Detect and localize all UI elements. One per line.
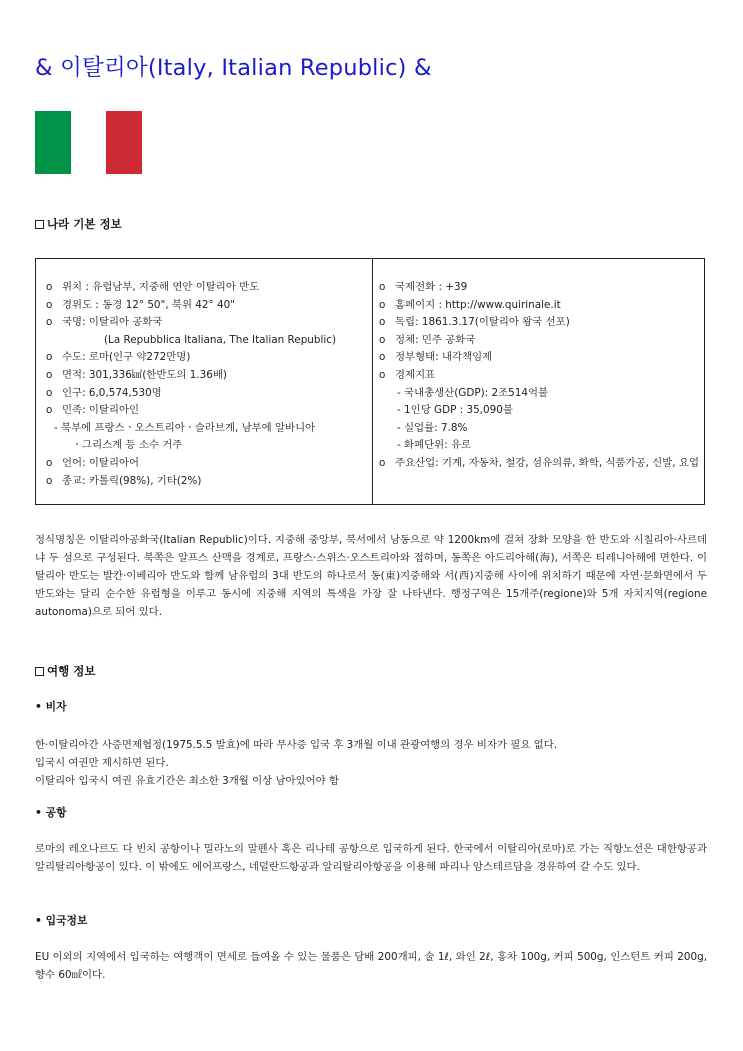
info-row xyxy=(379,437,700,455)
info-row xyxy=(379,349,700,367)
info-row xyxy=(379,402,700,420)
info-column-left xyxy=(36,259,373,504)
section-basic-heading: 나라 기본 정보 xyxy=(35,216,122,232)
info-text: 민족: 이탈리아인 xyxy=(62,404,140,417)
info-row xyxy=(46,402,372,420)
info-row xyxy=(379,367,700,385)
info-text: 경위도 : 동경 12° 50", 북위 42° 40" xyxy=(62,298,236,311)
info-row xyxy=(46,437,372,455)
info-bullet: o xyxy=(46,351,53,364)
info-bullet: o xyxy=(46,386,53,399)
info-bullet: o xyxy=(46,368,53,381)
info-bullet: o xyxy=(46,298,53,311)
info-row xyxy=(46,473,372,491)
info-text: (La Repubblica Italiana, The Italian Republic) xyxy=(104,333,337,346)
info-text: - 국내총생산(GDP): 2조514억불 xyxy=(397,386,549,399)
info-row xyxy=(46,367,372,385)
flag-stripe-green xyxy=(35,111,71,174)
info-row xyxy=(379,455,700,473)
info-row xyxy=(46,385,372,403)
info-text: 홈페이지 : http://www.quirinale.it xyxy=(395,298,561,311)
info-column-right xyxy=(373,259,704,504)
visa-line: 한·이탈리아간 사증면제협정(1975.5.5 발효)에 따라 무사증 입국 후 3개월 이내 관광여행의 경우 비자가 필요 없다. xyxy=(35,739,558,751)
country-summary: 정식명칭은 이탈리아공화국(Italian Republic)이다. 지중해 중앙부, 북서에서 남동으로 약 1200km에 걸쳐 장화 모양을 한 반도와 시칠리아·사르데냐 두 섬으로 구성된다. 북쪽은 알프스 산맥을 경계로, 프랑스·스위스·오스트리아와 접하며, 동쪽은 아드리아해(海), 서쪽은 티레니아해에 면한다. 이탈리아 반도는 발칸·이베리아 반도와 함께 남유럽의 3대 반도의 하나로서 동(東)지중해와 서(西)지중해 사이에 위치하기 때문에 자연·문화면에서 두 반도와는 달리 순수한 유럽형을 이루고 동시에 지중해 지역의 특색을 가장 잘 나타낸다. 행정구역은 15개주(regione)와 5개 자치지역(regione autonoma)으로 되어 있다. xyxy=(35,534,707,618)
info-row xyxy=(379,420,700,438)
info-bullet: o xyxy=(46,316,53,329)
info-bullet: o xyxy=(379,281,386,293)
info-row xyxy=(46,332,372,350)
info-text: 위치 : 유럽남부, 지중해 연안 이탈리아 반도 xyxy=(62,281,260,293)
info-text: 인구: 6,0,574,530명 xyxy=(62,386,162,399)
info-row xyxy=(379,297,700,315)
info-row xyxy=(379,314,700,332)
info-text: 언어: 이탈리아어 xyxy=(62,456,140,469)
visa-line: 입국시 여권만 제시하면 된다. xyxy=(35,757,169,769)
info-row xyxy=(46,314,372,332)
info-text: - 1인당 GDP : 35,090불 xyxy=(397,404,513,417)
visa-line: 이탈리아 입국시 여권 유효기간은 최소한 3개월 이상 남아있어야 함 xyxy=(35,775,340,787)
italy-flag xyxy=(35,111,142,174)
visa-heading: • 비자 xyxy=(35,700,67,713)
square-bullet-icon xyxy=(35,220,44,229)
info-bullet: o xyxy=(46,281,53,293)
info-bullet: o xyxy=(379,351,386,364)
airport-heading: • 공항 xyxy=(35,806,67,819)
info-bullet: o xyxy=(379,368,386,381)
info-text: 정체: 민주 공화국 xyxy=(395,333,476,346)
info-row xyxy=(46,455,372,473)
visa-text xyxy=(35,736,707,790)
entry-heading: • 입국정보 xyxy=(35,914,88,927)
info-bullet: o xyxy=(379,316,386,329)
flag-stripe-white xyxy=(71,111,107,174)
flag-stripe-red xyxy=(106,111,142,174)
info-row xyxy=(379,332,700,350)
info-row xyxy=(46,420,372,438)
square-bullet-icon xyxy=(35,667,44,676)
info-text: 경제지표 xyxy=(395,368,436,381)
info-text: 수도: 로마(인구 약272만명) xyxy=(62,351,191,364)
entry-text: EU 이외의 지역에서 입국하는 여행객이 면세로 들여올 수 있는 물품은 담배 200개피, 술 1ℓ, 와인 2ℓ, 홍차 100g, 커피 500g, 인스턴트 커피 200g, 향수 60㎖이다. xyxy=(35,951,707,981)
info-row xyxy=(46,297,372,315)
info-bullet: o xyxy=(379,456,386,469)
info-text: - 실업률: 7.8% xyxy=(397,421,468,434)
info-bullet: o xyxy=(379,333,386,346)
info-row xyxy=(46,349,372,367)
info-text: ㆍ그리스계 등 소수 거주 xyxy=(72,439,183,452)
airport-text: 로마의 레오나르도 다 빈치 공항이나 밀라노의 말펜사 혹은 리나테 공항으로 입국하게 된다. 한국에서 이탈리아(로마)로 가는 직항노선은 대한항공과 알리탈리아항공이 있다. 이 밖에도 에어프랑스, 네덜란드항공과 알리탈리아항공을 이용해 파리나 암스테르담을 경유하여 갈 수도 있다. xyxy=(35,843,707,873)
info-text: 국제전화 : +39 xyxy=(395,281,468,293)
info-bullet: o xyxy=(46,474,53,487)
info-text: - 북부에 프랑스ㆍ오스트리아ㆍ슬라브계, 남부에 알바니아 xyxy=(54,421,316,434)
page-title: & 이탈리아(Italy, Italian Republic) & xyxy=(35,55,432,81)
info-bullet: o xyxy=(46,404,53,417)
section-travel-heading: 여행 정보 xyxy=(35,663,95,679)
info-row xyxy=(379,385,700,403)
info-bullet: o xyxy=(379,298,386,311)
info-text: 주요산업: 기계, 자동차, 철강, 섬유의류, 화학, 식품가공, 신발, 요업 xyxy=(395,456,699,469)
info-text: 독립: 1861.3.17(이탈리아 왕국 선포) xyxy=(395,316,570,329)
info-text: 종교: 카톨릭(98%), 기타(2%) xyxy=(62,474,202,487)
info-bullet: o xyxy=(46,456,53,469)
info-text: 국명: 이탈리아 공화국 xyxy=(62,316,163,329)
basic-info-table xyxy=(35,258,705,505)
info-row xyxy=(379,279,700,297)
info-text: - 화폐단위: 유로 xyxy=(397,439,472,452)
info-text: 면적: 301,336㎢(한반도의 1.36배) xyxy=(62,368,227,381)
info-row xyxy=(46,279,372,297)
info-text: 정부형태: 내각책임제 xyxy=(395,351,493,364)
